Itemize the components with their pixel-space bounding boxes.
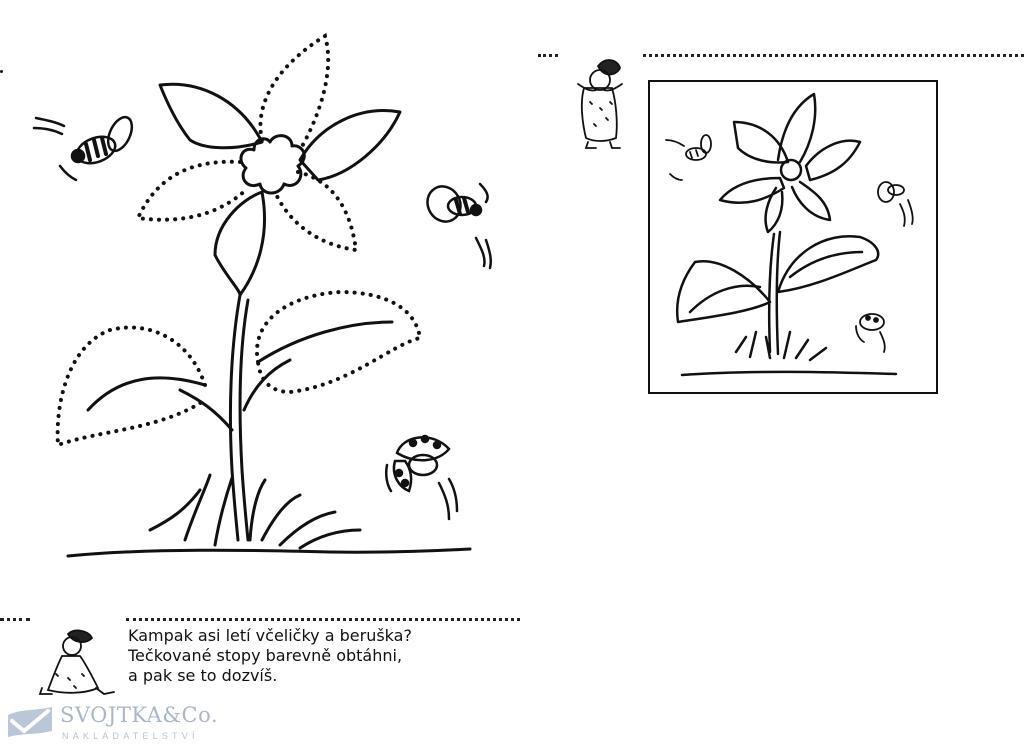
petal-solid-top-left [160, 84, 262, 148]
instruction-line-1: Kampak asi letí včeličky a beruška? [128, 626, 412, 645]
divider-top-short [538, 54, 558, 57]
stem-inner [240, 300, 248, 540]
bee-icon [420, 180, 500, 270]
instruction-line-2: Tečkované stopy barevně obtáhni, [128, 646, 403, 665]
instruction-line-3: a pak se to dozvíš. [128, 666, 278, 685]
corner-dot [0, 70, 3, 73]
reference-flower-drawing [650, 82, 936, 392]
girl-mascot-icon [570, 52, 630, 152]
ground [68, 549, 470, 556]
leaf-dotted-left [58, 327, 205, 445]
bee-icon [32, 104, 132, 184]
divider-top-long [643, 54, 1024, 57]
petal-dotted-left [138, 162, 248, 220]
leaf-vein-right [258, 322, 392, 362]
stem [230, 295, 240, 540]
divider-bottom-long [126, 618, 520, 621]
girl-mascot-icon [38, 628, 118, 698]
leaf-dotted-right [257, 292, 420, 392]
publisher-name: SVOJTKA&Co. [60, 703, 219, 727]
petal-dotted-top [260, 36, 328, 150]
publisher-subtitle: NAKLADATELSTVÍ [62, 731, 199, 741]
petal-solid-right [300, 111, 400, 180]
grass [150, 475, 360, 548]
divider-bottom-short [0, 618, 30, 621]
instruction-text [128, 626, 528, 686]
ladybug-icon [383, 425, 463, 525]
publisher-logo-icon [6, 703, 54, 739]
